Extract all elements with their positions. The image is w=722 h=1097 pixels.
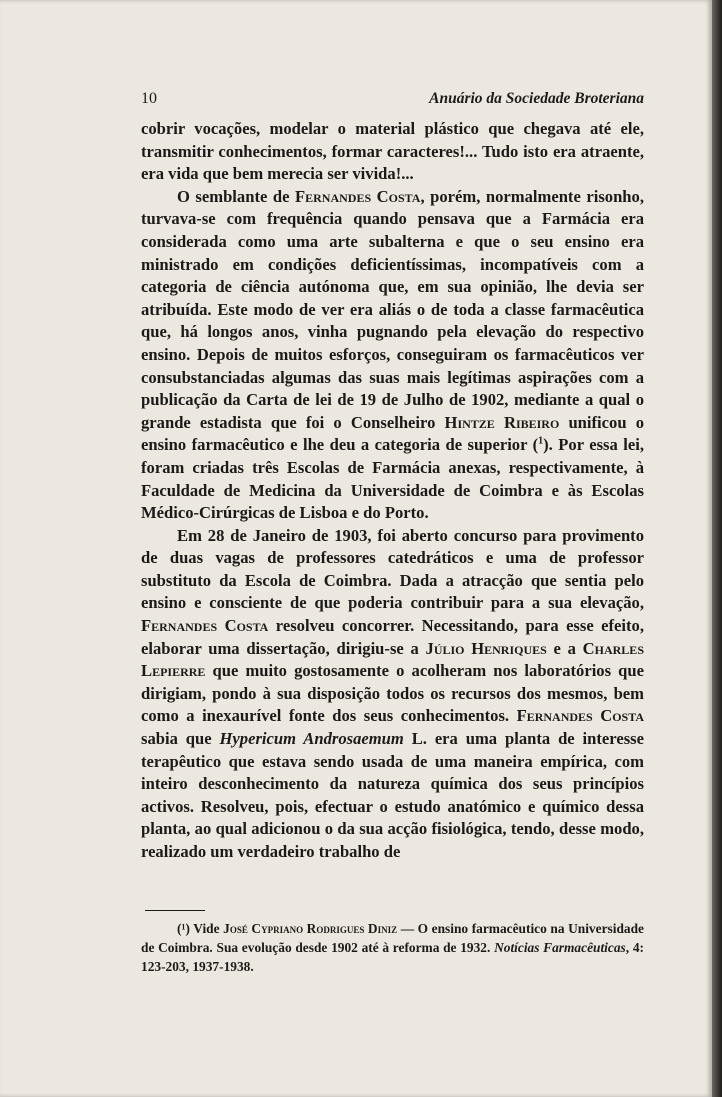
- text-run: — O ensino farmacêutico na Universidade de Coimbra. Sua evolução desde 1902 até à reforma de 1932.: [141, 920, 644, 955]
- volume-number: 4: [632, 939, 640, 955]
- footnote: [141, 919, 644, 976]
- text-run: : 123-203, 1937-1938.: [141, 939, 644, 974]
- page-content: [141, 90, 644, 976]
- text-run: e a: [546, 638, 583, 658]
- footnote-divider: [145, 910, 205, 911]
- paragraph-3: [141, 525, 644, 864]
- running-header: [141, 90, 644, 118]
- species-name: Hypericum Androsaemum: [219, 729, 404, 749]
- footnote-text: [141, 919, 644, 976]
- body-text: [141, 118, 644, 864]
- text-run: Vide: [189, 920, 224, 936]
- text-run: que muito gostosamente o acolheram nos laboratórios que dirigiam, pondo à sua disposição todos os recursos dos mesmos, bem como a inexaurível fonte dos seus conhecimentos.: [141, 661, 644, 726]
- text-run: ,: [625, 939, 633, 955]
- running-title: Anuário da Sociedade Broteriana: [429, 90, 644, 107]
- person-name: Hintze Ribeiro: [444, 412, 560, 432]
- footnote-ref: 1: [538, 435, 544, 447]
- person-name: José Cypriano Rodrigues Diniz: [223, 920, 398, 936]
- paragraph-1: cobrir vocações, modelar o material plástico que chegava até ele, transmitir conhecimentos, formar caracteres!... Tudo isto era atraente, era vida que bem merecia ser vivida!...: [141, 119, 644, 184]
- person-name: Júlio Henriques: [425, 638, 547, 658]
- text-run: O semblante de: [177, 186, 295, 206]
- text-run: Em 28 de Janeiro de 1903, foi aberto concurso para provimento de duas vagas de professores catedráticos e uma de professor substituto da Escola de Coimbra. Dada a atracção que sentia pelo ensino e consciente de que poderia contribuir para a sua elevação,: [141, 525, 644, 613]
- text-run: L. era uma planta de interesse terapêutico que estava sendo usada de uma maneira empírica, com inteiro desconhecimento da natureza química dos seus princípios activos. Resolveu, pois, efectuar o estudo anatómico e químico dessa planta, ao qual adicionou o da sua acção fisiológica, tendo, desse modo, realizado um verdadeiro trabalho de: [141, 729, 644, 861]
- person-name: Charles Lepierre: [141, 638, 644, 681]
- text-run: sabia que: [141, 729, 220, 749]
- journal-title: Notícias Farmacêuticas: [494, 939, 626, 955]
- text-run: resolveu concorrer. Necessitando, para esse efeito, elaborar uma dissertação, dirigiu-se a: [141, 616, 644, 658]
- page-edge-shadow: [712, 0, 722, 1097]
- person-name: Fernandes Costa: [295, 186, 421, 206]
- text-run: , porém, normalmente risonho, turvava-se com frequência quando pensava que a Farmácia era considerada como uma arte subalterna e que o seu ensino era ministrado em condições deficientíssimas, incompatíveis com a categoria de ciência autónoma que, em sua opinião, lhe devia ser atribuída. Este modo de ver era aliás o de toda a classe farmacêutica que, há longos anos, vinha pugnando pela elevação do respectivo ensino. Depois de muitos esforços, conseguiram os farmacêuticos ver consubstanciadas algumas das suas mais legítimas aspirações com a publicação da Carta de lei de 19 de Julho de 1902, mediante a qual o grande estadista que foi o Conselheiro: [141, 186, 644, 432]
- footnote-marker: (¹): [177, 920, 190, 936]
- text-run: ). Por essa lei, foram criadas três Escolas de Farmácia anexas, respectivamente, à Faculdade de Medicina da Universidade de Coimbra e às Escolas Médico-Cirúrgicas de Lisboa e do Porto.: [141, 435, 644, 523]
- paragraph-2: [141, 186, 644, 525]
- text-run: unificou o ensino farmacêutico e lhe deu a categoria de superior (: [141, 412, 644, 455]
- person-name: Fernandes Costa: [516, 706, 644, 726]
- person-name: Fernandes Costa: [141, 616, 269, 636]
- page-number: 10: [141, 90, 157, 107]
